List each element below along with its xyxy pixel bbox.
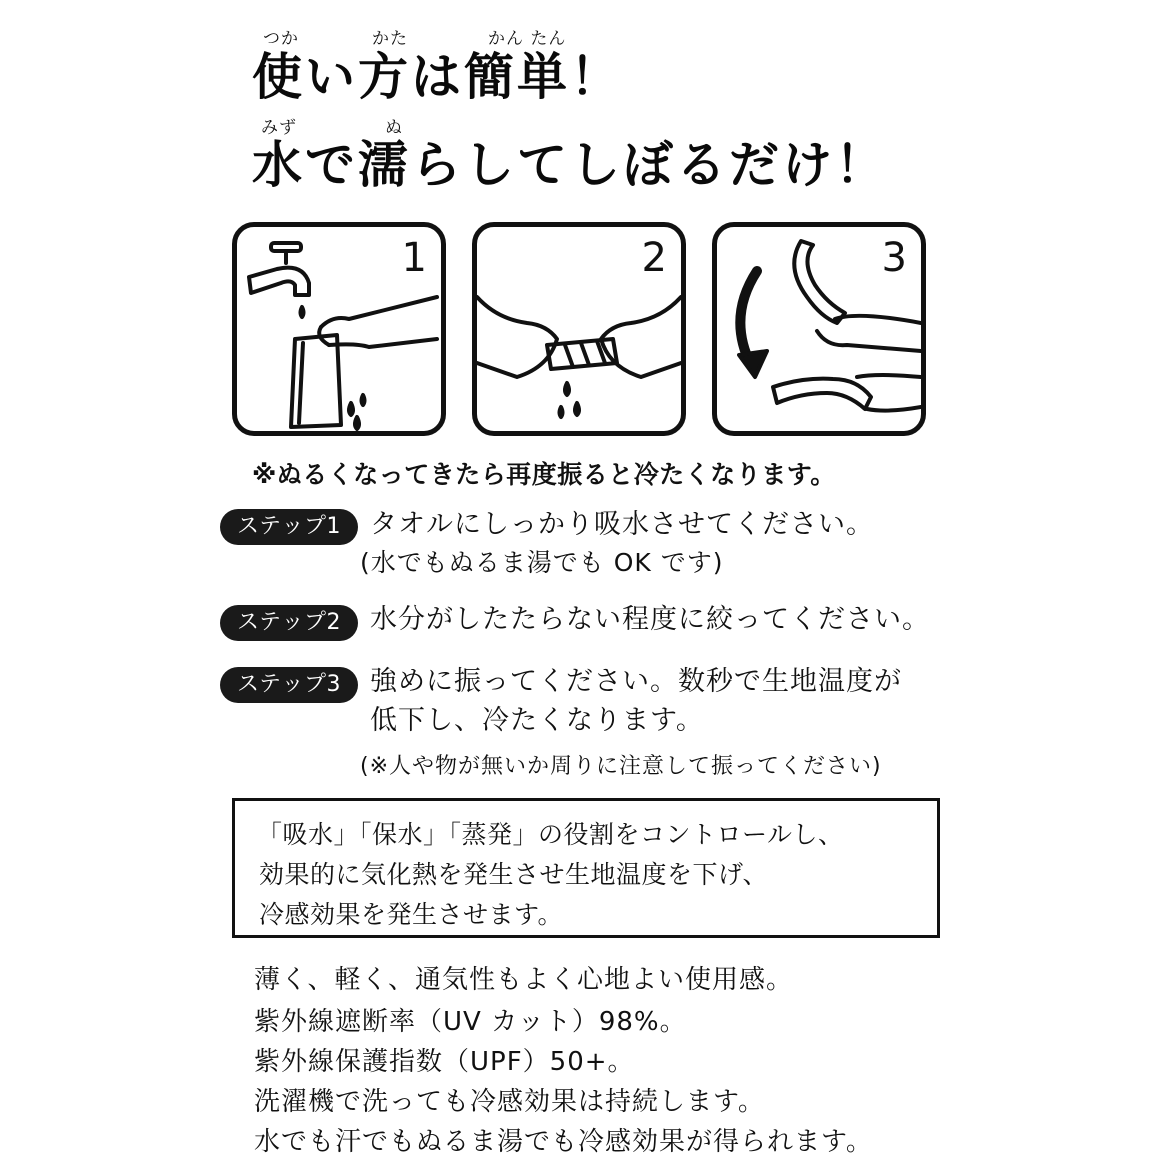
wringing-hands-illustration bbox=[477, 227, 681, 431]
step-2-text: 水分がしたたらない程度に絞ってください。 bbox=[370, 604, 930, 635]
step-1-text-2: (水でもぬるま湯でも OK です) bbox=[360, 548, 724, 577]
feature-item: 水でも汗でもぬるま湯でも冷感効果が得られます。 bbox=[254, 1127, 873, 1157]
rewet-note: ※ぬるくなってきたら再度振ると冷たくなります。 bbox=[252, 460, 836, 489]
faucet-towel-illustration bbox=[237, 227, 441, 431]
furigana-nu: ぬ bbox=[385, 118, 403, 138]
shaking-towel-illustration bbox=[717, 227, 921, 431]
step-1-text: タオルにしっかり吸水させてください。 bbox=[370, 509, 874, 540]
step-2-badge: ステップ2 bbox=[220, 605, 358, 641]
title-line-1: 使い方は簡単！ bbox=[252, 48, 623, 106]
furigana-kantan: かん たん bbox=[488, 29, 567, 49]
feature-item: 洗濯機で洗っても冷感効果は持続します。 bbox=[254, 1087, 765, 1117]
box-line-3: 冷感効果を発生させます。 bbox=[259, 900, 564, 929]
furigana-kata: かた bbox=[372, 29, 408, 49]
panel-number: 1 bbox=[401, 235, 427, 281]
feature-item: 薄く、軽く、通気性もよく心地よい使用感。 bbox=[254, 965, 793, 995]
step-1-badge: ステップ1 bbox=[220, 509, 358, 545]
furigana-tsuka: つか bbox=[263, 29, 299, 49]
title-line-2: 水で濡らしてしぼるだけ！ bbox=[252, 136, 888, 194]
illustration-panel-3 bbox=[712, 222, 926, 436]
step-3-text-2: 低下し、冷たくなります。 bbox=[370, 705, 704, 736]
step-3-caution: (※人や物が無いか周りに注意して振ってください) bbox=[360, 754, 882, 779]
cooling-mechanism-box bbox=[232, 798, 940, 938]
furigana-mizu: みず bbox=[261, 118, 297, 138]
box-line-2: 効果的に気化熱を発生させ生地温度を下げ、 bbox=[259, 860, 769, 889]
feature-item: 紫外線遮断率（UV カット）98%。 bbox=[254, 1007, 687, 1037]
step-3-badge: ステップ3 bbox=[220, 667, 358, 703]
feature-item: 紫外線保護指数（UPF）50+。 bbox=[254, 1047, 635, 1077]
step-3-text: 強めに振ってください。数秒で生地温度が bbox=[370, 666, 902, 697]
panel-number: 2 bbox=[641, 235, 667, 281]
illustration-panel-1 bbox=[232, 222, 446, 436]
illustration-panel-2 bbox=[472, 222, 686, 436]
panel-number: 3 bbox=[881, 235, 907, 281]
box-line-1: 「吸水」「保水」「蒸発」の役割をコントロールし、 bbox=[257, 820, 844, 849]
